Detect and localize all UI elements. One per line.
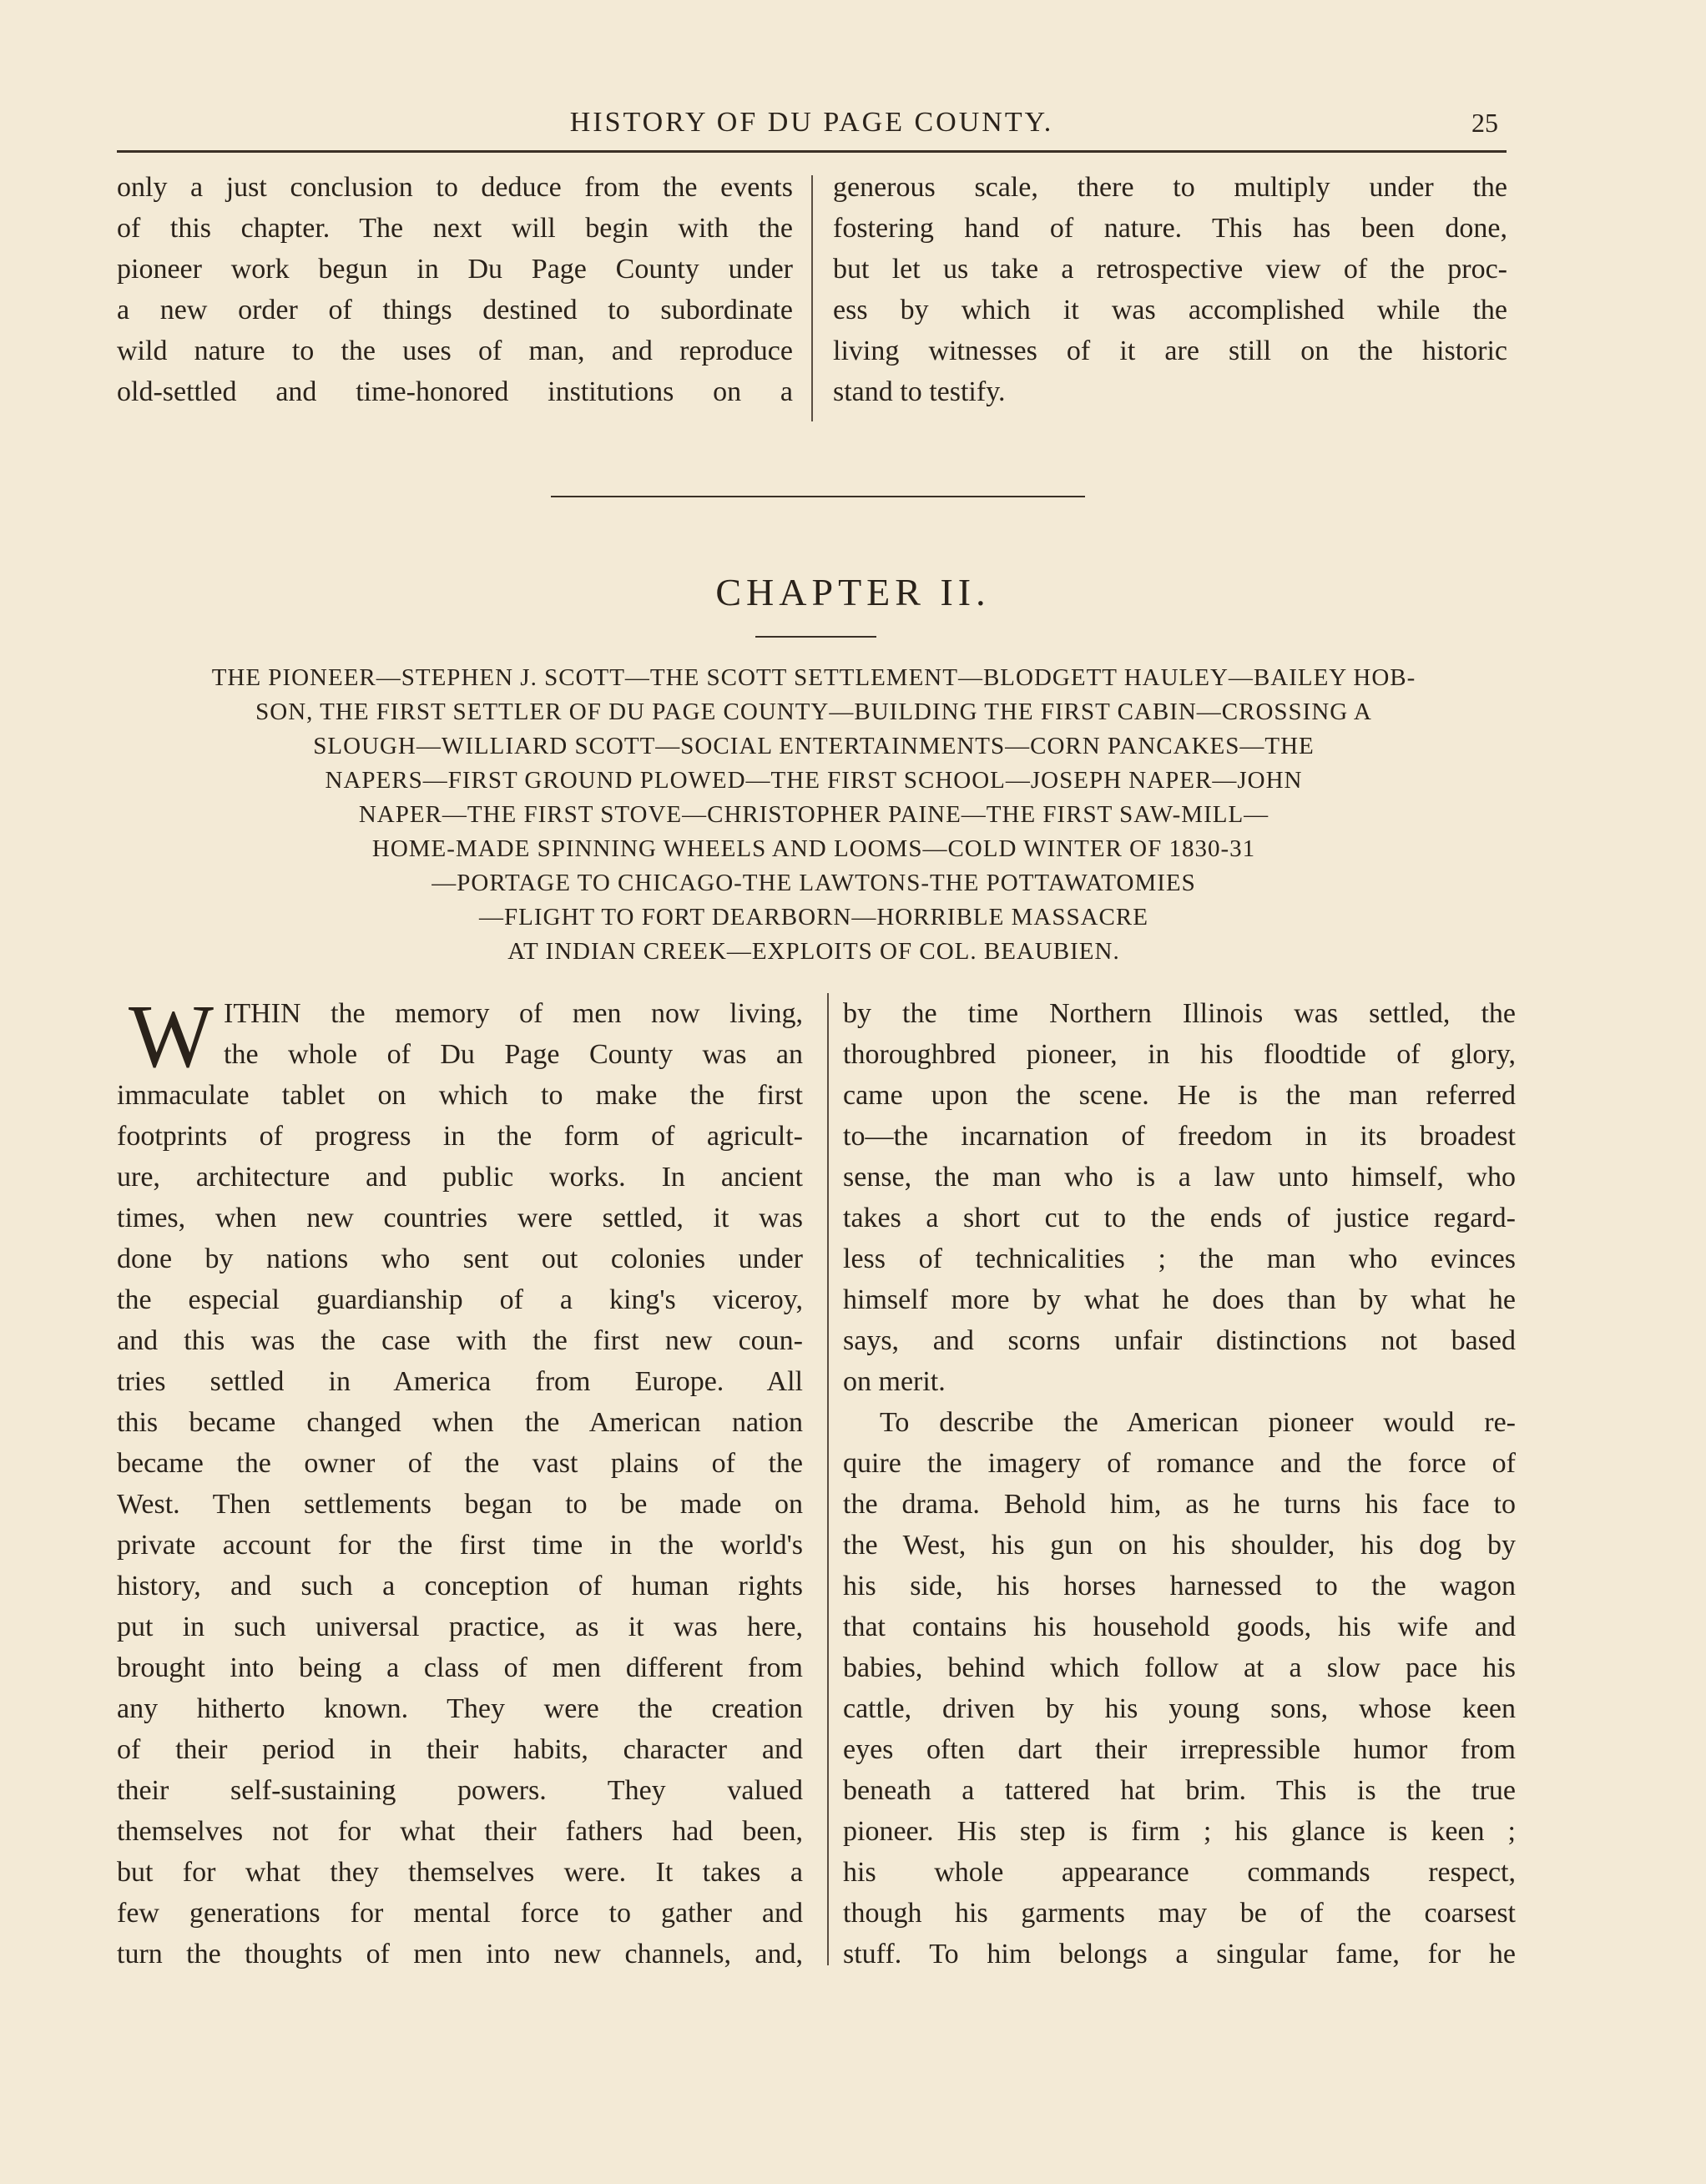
- top-left-column: [117, 167, 793, 412]
- text-line: times, when new countries were settled, it was: [117, 1203, 803, 1233]
- text-line: babies, behind which follow at a slow pace his: [843, 1652, 1516, 1683]
- text-line: the West, his gun on his shoulder, his dog by: [843, 1530, 1516, 1561]
- chapter-title: CHAPTER II.: [715, 571, 991, 613]
- text-line: quire the imagery of romance and the force of: [843, 1448, 1516, 1479]
- text-line: their self-sustaining powers. They valued: [117, 1775, 803, 1806]
- text-line: the drama. Behold him, as he turns his face to: [843, 1489, 1516, 1520]
- text-line: West. Then settlements began to be made on: [117, 1489, 803, 1520]
- running-head: [117, 102, 1507, 144]
- text-line: ess by which it was accomplished while the: [833, 295, 1507, 325]
- text-line: a new order of things destined to subordinate: [117, 295, 793, 325]
- header-rule: [117, 150, 1507, 153]
- bottom-right-column: [843, 993, 1516, 1975]
- text-line: less of technicalities ; the man who evinces: [843, 1243, 1516, 1274]
- bottom-left-column: [117, 987, 803, 1975]
- section-rule: [551, 496, 1085, 497]
- text-line: that contains his household goods, his wife and: [843, 1612, 1516, 1642]
- column-divider: [827, 993, 829, 1965]
- top-right-column: [833, 167, 1507, 412]
- text-line: of their period in their habits, character and: [117, 1734, 803, 1765]
- text-line: says, and scorns unfair distinctions not based: [843, 1325, 1516, 1356]
- text-line: private account for the first time in the world's: [117, 1530, 803, 1561]
- chapter-rule: [755, 636, 876, 638]
- text-line: but let us take a retrospective view of the proc-: [833, 254, 1507, 285]
- text-line: of this chapter. The next will begin with the: [117, 213, 793, 244]
- text-line: living witnesses of it are still on the historic: [833, 335, 1507, 366]
- text-line: the especial guardianship of a king's viceroy,: [117, 1284, 803, 1315]
- text-line: old-settled and time-honored institutions on a: [117, 376, 793, 407]
- text-line: done by nations who sent out colonies under: [117, 1243, 803, 1274]
- text-line: history, and such a conception of human rights: [117, 1571, 803, 1601]
- text-line: turn the thoughts of men into new channels, and,: [117, 1939, 803, 1970]
- text-line: beneath a tattered hat brim. This is the true: [843, 1775, 1516, 1806]
- text-line: stand to testify.: [833, 376, 1006, 407]
- text-line: his whole appearance commands respect,: [843, 1857, 1516, 1888]
- synopsis-line: SLOUGH—WILLIARD SCOTT—SOCIAL ENTERTAINMENTS—CORN PANCAKES—THE: [313, 733, 1315, 759]
- text-line: brought into being a class of men different from: [117, 1652, 803, 1683]
- synopsis-line: HOME-MADE SPINNING WHEELS AND LOOMS—COLD WINTER OF 1830-31: [371, 835, 1256, 862]
- text-line: immaculate tablet on which to make the first: [117, 1080, 803, 1111]
- text-line: only a just conclusion to deduce from the events: [117, 172, 793, 203]
- text-line: fostering hand of nature. This has been done,: [833, 213, 1507, 244]
- synopsis-line: —PORTAGE TO CHICAGO-THE LAWTONS-THE POTTAWATOMIES: [432, 870, 1196, 896]
- synopsis-line: NAPERS—FIRST GROUND PLOWED—THE FIRST SCHOOL—JOSEPH NAPER—JOHN: [325, 767, 1303, 794]
- text-line: cattle, driven by his young sons, whose keen: [843, 1693, 1516, 1724]
- chapter-synopsis: [117, 661, 1511, 969]
- text-line: his side, his horses harnessed to the wagon: [843, 1571, 1516, 1601]
- text-line: though his garments may be of the coarsest: [843, 1898, 1516, 1929]
- text-line: themselves not for what their fathers had been,: [117, 1816, 803, 1847]
- text-line: came upon the scene. He is the man referred: [843, 1080, 1516, 1111]
- text-line: pioneer work begun in Du Page County under: [117, 254, 793, 285]
- text-line: to—the incarnation of freedom in its broadest: [843, 1121, 1516, 1152]
- text-line: by the time Northern Illinois was settled, the: [843, 998, 1516, 1029]
- text-line: sense, the man who is a law unto himself, who: [843, 1162, 1516, 1193]
- text-line: and this was the case with the first new coun-: [117, 1325, 803, 1356]
- text-line: became the owner of the vast plains of the: [117, 1448, 803, 1479]
- text-line: himself more by what he does than by what he: [843, 1284, 1516, 1315]
- synopsis-line: SON, THE FIRST SETTLER OF DU PAGE COUNTY—BUILDING THE FIRST CABIN—CROSSING A: [255, 699, 1372, 725]
- synopsis-line: THE PIONEER—STEPHEN J. SCOTT—THE SCOTT SETTLEMENT—BLODGETT HAULEY—BAILEY HOB-: [211, 664, 1416, 691]
- synopsis-line: —FLIGHT TO FORT DEARBORN—HORRIBLE MASSACRE: [479, 904, 1148, 931]
- text-line: takes a short cut to the ends of justice regard-: [843, 1203, 1516, 1233]
- column-divider: [811, 175, 813, 421]
- text-line: few generations for mental force to gather and: [117, 1898, 803, 1929]
- text-line: footprints of progress in the form of agricult-: [117, 1121, 803, 1152]
- synopsis-line: AT INDIAN CREEK—EXPLOITS OF COL. BEAUBIEN.: [507, 938, 1120, 965]
- text-line: the whole of Du Page County was an: [224, 1039, 803, 1070]
- text-line: thoroughbred pioneer, in his floodtide of glory,: [843, 1039, 1516, 1070]
- text-line: ITHIN the memory of men now living,: [224, 998, 803, 1029]
- text-line: wild nature to the uses of man, and reproduce: [117, 335, 793, 366]
- text-line: but for what they themselves were. It takes a: [117, 1857, 803, 1888]
- synopsis-line: NAPER—THE FIRST STOVE—CHRISTOPHER PAINE—THE FIRST SAW-MILL—: [358, 801, 1269, 828]
- text-line: eyes often dart their irrepressible humor from: [843, 1734, 1516, 1765]
- text-line: pioneer. His step is firm ; his glance is keen ;: [843, 1816, 1516, 1847]
- text-line: on merit.: [843, 1366, 946, 1397]
- text-line: To describe the American pioneer would re-: [880, 1407, 1516, 1438]
- drop-cap: W: [129, 987, 214, 1087]
- text-line: tries settled in America from Europe. All: [117, 1366, 803, 1397]
- text-line: generous scale, there to multiply under the: [833, 172, 1507, 203]
- running-title: HISTORY OF DU PAGE COUNTY.: [569, 107, 1054, 138]
- text-line: stuff. To him belongs a singular fame, for he: [843, 1939, 1516, 1970]
- text-line: ure, architecture and public works. In ancient: [117, 1162, 803, 1193]
- text-line: this became changed when the American nation: [117, 1407, 803, 1438]
- text-line: put in such universal practice, as it was here,: [117, 1612, 803, 1642]
- page-number: 25: [1471, 108, 1498, 138]
- text-line: any hitherto known. They were the creation: [117, 1693, 803, 1724]
